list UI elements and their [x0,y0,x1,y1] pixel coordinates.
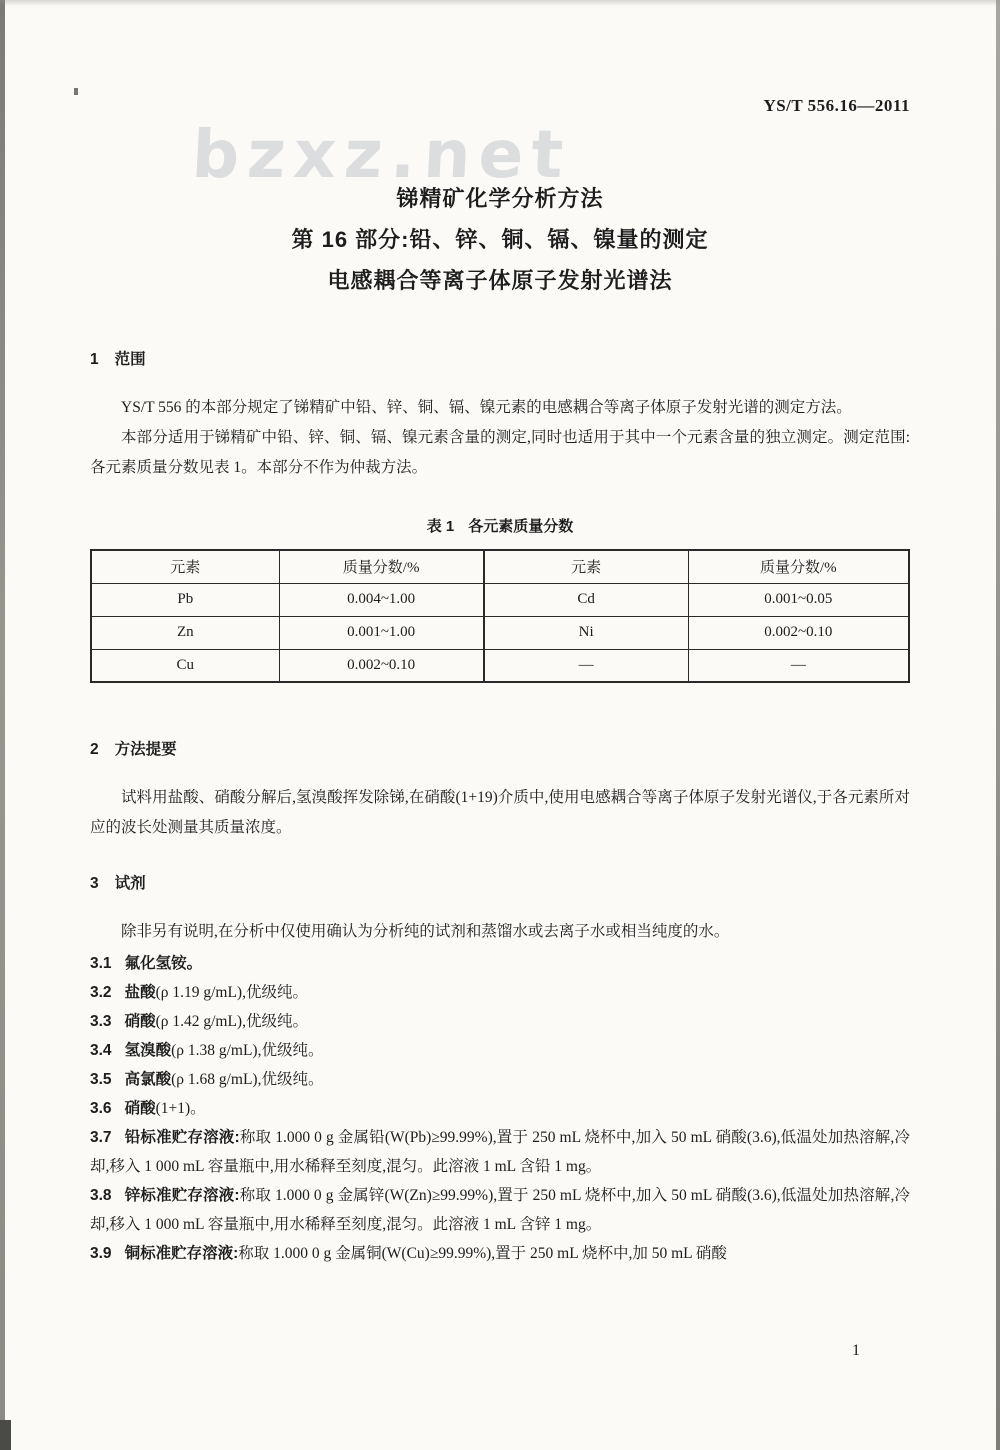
clause-number: 3.3 [90,1013,112,1030]
reagent-item-3-5 [90,1065,910,1094]
section-heading-method-summary [90,737,910,759]
reagent-term: 氢溴酸 [124,1042,172,1059]
reagent-list [90,949,910,1268]
reagent-item-3-9 [90,1239,910,1268]
cell-element: Zn [91,616,279,649]
clause-number: 3.7 [90,1129,112,1146]
cell-fraction: 0.002~0.10 [279,649,484,682]
table-header-row [91,550,909,583]
reagent-item-3-8 [90,1181,910,1239]
document-title [90,178,910,301]
reagent-text: 称取 1.000 0 g 金属铅(W(Pb)≥99.99%),置于 250 mL 烧杯中,加入 50 mL 硝酸(3.6),低温处加热溶解,冷却,移入 1 000 mL 容量瓶中,用水稀释至刻度,混匀。此溶液 1 mL 含铅 1 mg。 [90,1129,910,1175]
reagent-text: (1+1)。 [155,1100,206,1117]
cell-element: — [484,649,689,682]
table-row [91,649,909,682]
clause-number: 3.5 [90,1071,112,1088]
cell-fraction: 0.001~0.05 [688,583,909,616]
title-line-2: 第 16 部分:铅、锌、铜、镉、镍量的测定 [291,227,709,252]
column-header-fraction-1: 质量分数/% [279,550,484,583]
column-header-fraction-2: 质量分数/% [688,550,909,583]
column-header-element-1: 元素 [91,550,279,583]
section-number: 3 [90,875,99,892]
paragraph-scope-2: 本部分适用于锑精矿中铅、锌、铜、镉、镍元素含量的测定,同时也适用于其中一个元素含量的独立测定。测定范围:各元素质量分数见表 1。本部分不作为仲裁方法。 [90,429,910,476]
reagent-item-3-3 [90,1007,910,1036]
cell-element: Pb [91,583,279,616]
reagent-term: 锌标准贮存溶液: [124,1187,240,1204]
reagent-term: 硝酸 [124,1013,156,1030]
cell-fraction: — [688,649,909,682]
paragraph-reagents-intro: 除非另有说明,在分析中仅使用确认为分析纯的试剂和蒸馏水或去离子水或相当纯度的水。 [121,923,730,940]
cell-fraction: 0.004~1.00 [279,583,484,616]
section-heading-reagents [90,871,910,893]
reagent-text: (ρ 1.38 g/mL),优级纯。 [171,1042,324,1059]
table-caption-text: 各元素质量分数 [468,518,574,535]
reagent-text: (ρ 1.42 g/mL),优级纯。 [155,1013,308,1030]
paragraph-scope-1: YS/T 556 的本部分规定了锑精矿中铅、锌、铜、镉、镍元素的电感耦合等离子体原子发射光谱的测定方法。 [121,399,852,416]
title-line-3: 电感耦合等离子体原子发射光谱法 [327,268,673,293]
paragraph-method-summary: 试料用盐酸、硝酸分解后,氢溴酸挥发除锑,在硝酸(1+19)介质中,使用电感耦合等离子体原子发射光谱仪,于各元素所对应的波长处测量其质量浓度。 [90,789,910,836]
section-number: 1 [90,351,99,368]
reagent-item-3-2 [90,978,910,1007]
table-caption [90,515,910,536]
clause-number: 3.4 [90,1042,112,1059]
reagent-item-3-4 [90,1036,910,1065]
reagent-item-3-6 [90,1094,910,1123]
cell-fraction: 0.001~1.00 [279,616,484,649]
title-line-1: 锑精矿化学分析方法 [396,186,604,211]
watermark-text: bzxz.net [189,116,574,193]
section-title: 试剂 [114,875,146,892]
table-row [91,583,909,616]
cell-element: Cd [484,583,689,616]
reagent-term: 盐酸 [124,984,156,1001]
clause-number: 3.2 [90,984,112,1001]
page-number: 1 [852,1342,860,1359]
clause-number: 3.6 [90,1100,112,1117]
clause-number: 3.8 [90,1187,112,1204]
reagent-term: 高氯酸 [124,1071,172,1088]
cell-element: Ni [484,616,689,649]
cell-element: Cu [91,649,279,682]
clause-number: 3.1 [90,955,112,972]
column-header-element-2: 元素 [484,550,689,583]
reagent-term: 硝酸 [124,1100,156,1117]
reagent-item-3-7 [90,1123,910,1181]
section-heading-scope [90,347,910,369]
reagent-text: (ρ 1.68 g/mL),优级纯。 [171,1071,324,1088]
reagent-term: 铅标准贮存溶液: [124,1129,240,1146]
reagent-text: (ρ 1.19 g/mL),优级纯。 [155,984,308,1001]
reagent-term: 氟化氢铵。 [124,955,203,972]
section-number: 2 [90,741,99,758]
standard-number: YS/T 556.16—2011 [763,96,910,115]
scan-corner-blotch [0,1420,11,1450]
reagent-text: 称取 1.000 0 g 金属锌(W(Zn)≥99.99%),置于 250 mL 烧杯中,加入 50 mL 硝酸(3.6),低温处加热溶解,冷却,移入 1 000 mL 容量瓶中,用水稀释至刻度,混匀。此溶液 1 mL 含锌 1 mg。 [90,1187,910,1233]
reagent-term: 铜标准贮存溶液: [124,1245,239,1262]
elements-mass-fraction-table [90,549,910,683]
section-title: 范围 [114,351,146,368]
table-caption-number: 表 1 [426,518,455,535]
section-title: 方法提要 [114,741,177,758]
cell-fraction: 0.002~0.10 [688,616,909,649]
clause-number: 3.9 [90,1245,112,1262]
table-row [91,616,909,649]
reagent-item-3-1 [90,949,910,978]
reagent-text: 称取 1.000 0 g 金属铜(W(Cu)≥99.99%),置于 250 mL 烧杯中,加 50 mL 硝酸 [238,1245,727,1262]
